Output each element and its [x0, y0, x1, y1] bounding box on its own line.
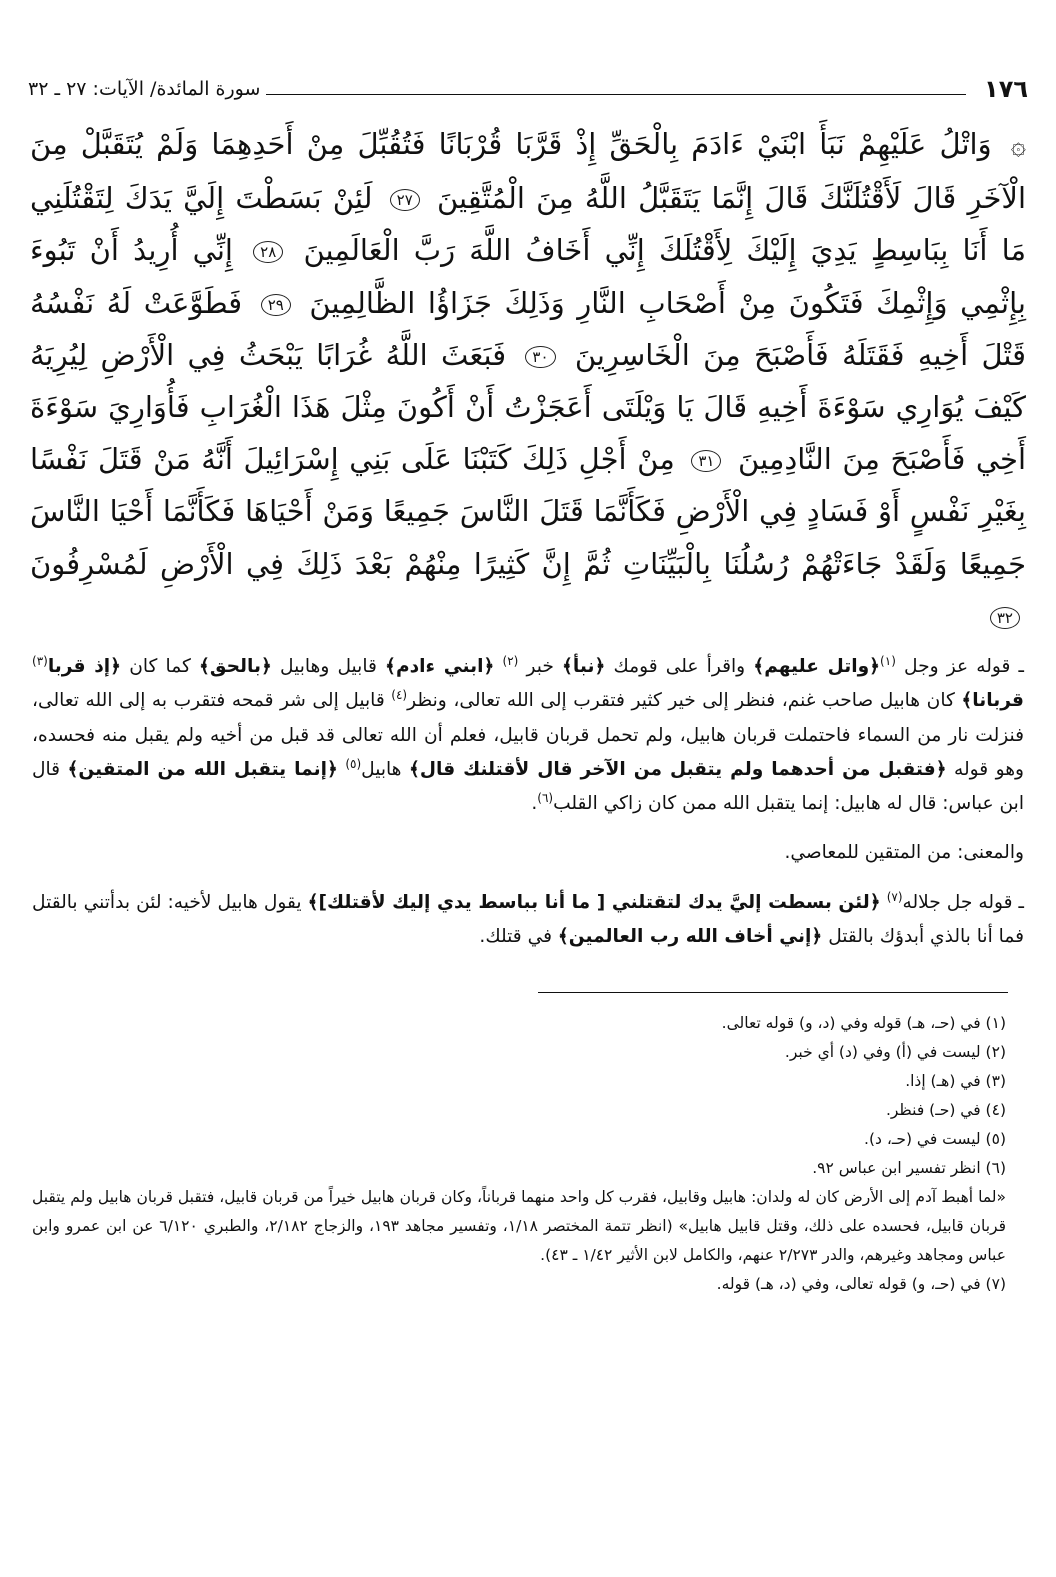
verse-29-marker: ٢٩	[261, 294, 291, 316]
quoted-phrase: ﴿لئن بسطت إليَّ يدك لتقتلني [ ما أنا بباسط يدي إليك لأقتلك]﴾	[307, 891, 881, 913]
page-number: ١٧٦	[984, 75, 1028, 103]
quoted-phrase: ﴿إذ قربا	[47, 656, 122, 677]
running-title: سورة المائدة/ الآيات: ٢٧ ـ ٣٢	[28, 78, 261, 100]
commentary-text: يقول هابيل لأخيه: لئن بدأتني بالقتل فما أنا بالذي أبدؤك بالقتل	[32, 891, 1024, 948]
footnote-ref-2: (٢)	[502, 653, 519, 668]
quoted-phrase: ﴿فتقبل من أحدهما ولم يتقبل من الآخر قال لأقتلنك قال﴾	[408, 758, 947, 780]
footnote-7: (٧) في (حـ، و) قوله تعالى، وفي (د، هـ) قوله.	[716, 1275, 1006, 1294]
commentary-text: واقرأ على قومك	[605, 656, 754, 677]
commentary-text: ـ قوله عز وجل	[895, 656, 1024, 677]
commentary-text: .	[531, 793, 538, 815]
commentary	[28, 650, 1028, 954]
verse-28-marker: ٢٨	[253, 241, 283, 263]
verse-32-marker: ٣٢	[990, 607, 1020, 629]
commentary-paragraph-2: والمعنى: من المتقين للمعاصي.	[784, 842, 1024, 864]
verse-31-marker: ٣١	[691, 450, 721, 472]
footnote-4: (٤) في (حـ) فنظر.	[885, 1101, 1006, 1120]
commentary-text: قابيل إلى شر قمحه فتقرب به إلى الله تعالى، فنزلت نار من السماء فاحتملت قربان هابيل، ولم تحمل قربان قابيل، فعلم أن الله تعالى قد قبل من أخيه ولم يقبل منه فحسده، وهو قوله	[32, 690, 1024, 780]
page-header	[28, 68, 1028, 104]
commentary-text: قابيل وهابيل	[271, 656, 386, 677]
footnote-ref-7: (٧)	[886, 889, 903, 904]
commentary-text: في قتلك.	[479, 926, 558, 948]
quran-verses	[28, 118, 1028, 640]
verse-29-text: إِنِّي أُرِيدُ أَنْ تَبُوءَ بِإِثْمِي وَإِثْمِكَ فَتَكُونَ مِنْ أَصْحَابِ النَّارِ وَذَلِكَ جَزَاؤُا الظَّالِمِينَ	[30, 233, 1026, 320]
commentary-text: ـ قوله جل جلاله	[902, 891, 1025, 913]
verse-31-text: فَبَعَثَ اللَّهُ غُرَابًا يَبْحَثُ فِي الْأَرْضِ لِيُرِيَهُ كَيْفَ يُوَارِي سَوْءَةَ أَخِيهِ قَالَ يَا وَيْلَتَى أَعَجَزْتُ أَنْ أَكُونَ مِثْلَ هَذَا الْغُرَابِ فَأُوَارِيَ سَوْءَةَ أَخِي فَأَصْبَحَ مِنَ النَّادِمِينَ	[30, 337, 1027, 477]
quoted-phrase: ﴿نبأ﴾	[562, 656, 606, 677]
commentary-text: خبر	[518, 656, 563, 677]
header-divider	[266, 94, 966, 95]
commentary-text: كان هابيل صاحب غنم، فنظر إلى خير كثير فتقرب إلى الله تعالى، ونظر	[407, 690, 962, 712]
quoted-phrase: ﴿ابني ءادم﴾	[385, 656, 495, 677]
verse-30-text: فَطَوَّعَتْ لَهُ نَفْسُهُ قَتْلَ أَخِيهِ فَقَتَلَهُ فَأَصْبَحَ مِنَ الْخَاسِرِينَ	[30, 285, 1027, 372]
footnotes	[28, 1009, 1028, 1299]
verse-32-text: مِنْ أَجْلِ ذَلِكَ كَتَبْنَا عَلَى بَنِي إِسْرَائِيلَ أَنَّهُ مَنْ قَتَلَ نَفْسًا بِغَيْرِ نَفْسٍ أَوْ فَسَادٍ فِي الْأَرْضِ فَكَأَنَّمَا قَتَلَ النَّاسَ جَمِيعًا وَمَنْ أَحْيَاهَا فَكَأَنَّمَا أَحْيَا النَّاسَ جَمِيعًا وَلَقَدْ جَاءَتْهُمْ رُسُلُنَا بِالْبَيِّنَاتِ ثُمَّ إِنَّ كَثِيرًا مِنْهُمْ بَعْدَ ذَلِكَ فِي الْأَرْضِ لَمُسْرِفُونَ	[30, 442, 1026, 581]
footnote-ref-5: (٥)	[345, 756, 362, 771]
verse-28-text: لَئِنْ بَسَطْتَ إِلَيَّ يَدَكَ لِتَقْتُلَنِي مَا أَنَا بِبَاسِطٍ يَدِيَ إِلَيْكَ لِأَقْتُلَكَ إِنِّي أَخَافُ اللَّهَ رَبَّ الْعَالَمِينَ	[30, 181, 1027, 268]
quoted-phrase: ﴿واتل عليهم﴾	[753, 656, 881, 677]
footnote-ref-6: (٦)	[537, 791, 554, 805]
quoted-phrase: ﴿إني أخاف الله رب العالمين﴾	[557, 926, 823, 948]
verse-27-marker: ٢٧	[390, 189, 420, 211]
quoted-phrase: قربانا﴾	[961, 690, 1024, 712]
book-page	[28, 68, 1028, 1548]
verse-27-text: وَاتْلُ عَلَيْهِمْ نَبَأَ ابْنَيْ ءَادَمَ بِالْحَقِّ إِذْ قَرَّبَا قُرْبَانًا فَتُقُبِّلَ مِنْ أَحَدِهِمَا وَلَمْ يُتَقَبَّلْ مِنَ الْآخَرِ قَالَ لَأَقْتُلَنَّكَ قَالَ إِنَّمَا يَتَقَبَّلُ اللَّهُ مِنَ الْمُتَّقِينَ	[30, 127, 1027, 216]
commentary-paragraph-1	[32, 650, 1024, 821]
quoted-phrase: ﴿بالحق﴾	[198, 656, 272, 677]
footnote-6-quote: «لما أهبط آدم إلى الأرض كان له ولدان: هابيل وقابيل، فقرب كل واحد منهما قرباناً، وكان قربان هابيل خيراً من قربان قابيل، فتقبل قربان هابيل ولم يتقبل قربان قابيل، فحسده على ذلك، وقتل قابيل هابيل» (انظر تتمة المختصر ١/١٨، وتفسير مجاهد ١٩٣، والزجاج ٢/١٨٢، والطبري ٦/١٢٠ عن ابن عمرو وابن عباس ومجاهد وغيرهم، والدر ٢/٢٧٣ عنهم، والكامل لابن الأثير ١/٤٢ ـ ٤٣).	[32, 1188, 1007, 1265]
footnote-1: (١) في (حـ، هـ) قوله وفي (د، و) قوله تعالى.	[721, 1014, 1006, 1033]
footnote-ref-3: (٣)	[32, 653, 48, 668]
commentary-paragraph-3	[32, 886, 1024, 955]
commentary-text: هابيل	[361, 758, 409, 780]
footnote-2: (٢) ليست في (أ) وفي (د) أي خبر.	[784, 1043, 1006, 1062]
footnote-divider	[538, 992, 1008, 993]
commentary-text: كما كان	[121, 656, 199, 677]
footnote-ref-1: (١)	[880, 653, 896, 668]
quoted-phrase: ﴿إنما يتقبل الله من المتقين﴾	[67, 758, 338, 780]
footnote-3: (٣) في (هـ) إذا.	[905, 1072, 1006, 1091]
commentary-text	[494, 656, 502, 677]
commentary-text: قال ابن عباس: قال له هابيل: إنما يتقبل الله ممن كان زاكي القلب	[32, 758, 1024, 815]
hizb-ornament-icon: ۞	[1010, 131, 1026, 161]
footnote-6: (٦) انظر تفسير ابن عباس ٩٢.	[812, 1159, 1006, 1178]
footnote-ref-4: (٤)	[391, 688, 408, 703]
footnote-5: (٥) ليست في (حـ، د).	[864, 1130, 1006, 1149]
verse-30-marker: ٣٠	[525, 346, 555, 368]
